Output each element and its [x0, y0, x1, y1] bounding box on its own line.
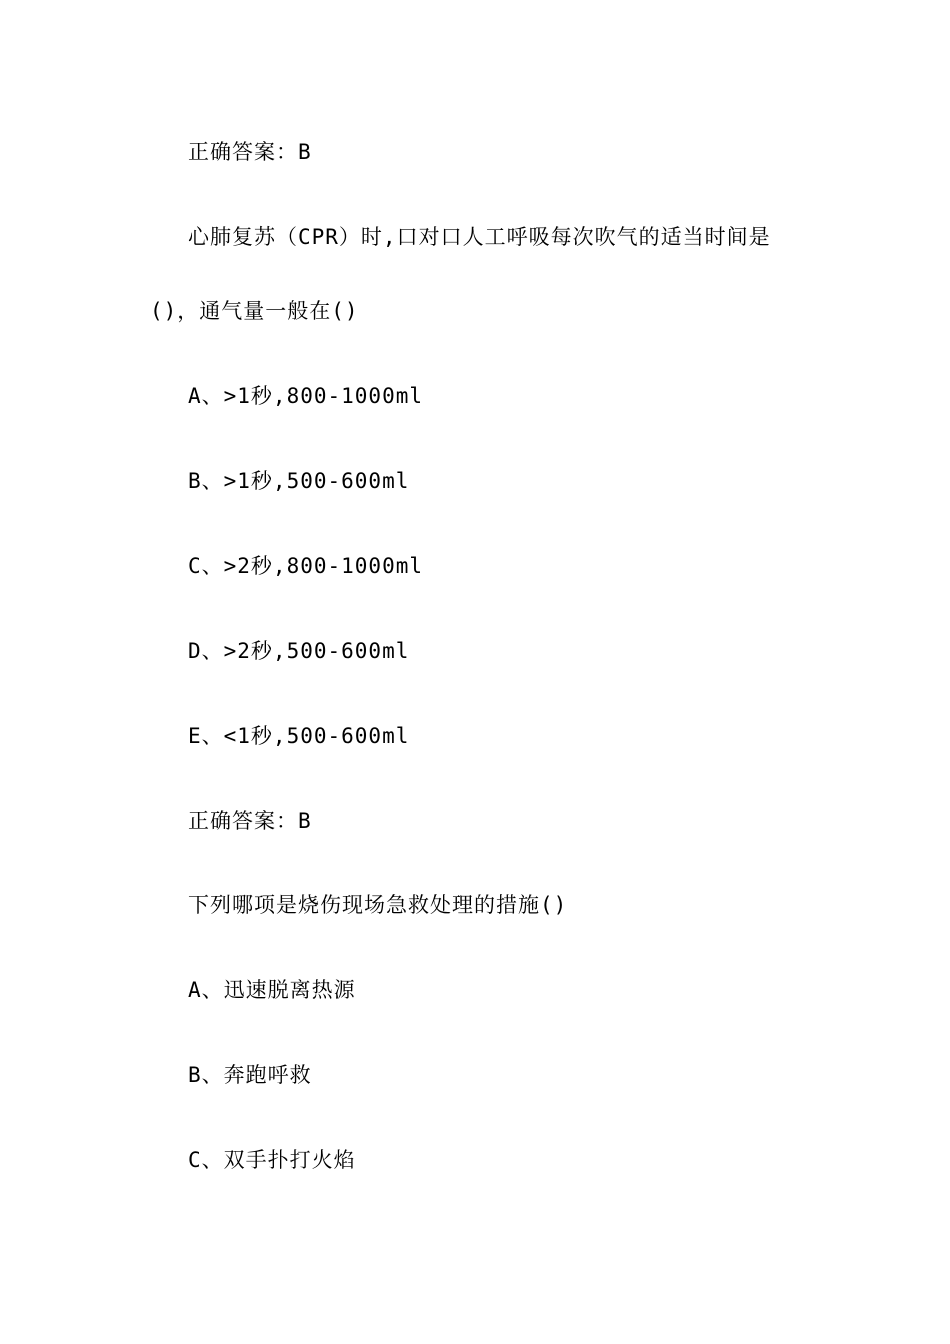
option-c: C、>2秒,800-1000ml — [188, 554, 424, 578]
question-text-line-1: 心肺复苏（CPR）时,口对口人工呼吸每次吹气的适当时间是 — [188, 225, 771, 249]
answer-line-2: 正确答案：B — [188, 809, 312, 833]
question-text-line-2: ()，通气量一般在() — [150, 299, 359, 323]
answer-line-1: 正确答案：B — [188, 140, 312, 164]
option-a: A、>1秒,800-1000ml — [188, 384, 424, 408]
question-2-option-c: C、双手扑打火焰 — [188, 1148, 356, 1172]
question-2-text: 下列哪项是烧伤现场急救处理的措施() — [188, 893, 568, 917]
option-d: D、>2秒,500-600ml — [188, 639, 410, 663]
question-2-option-b: B、奔跑呼救 — [188, 1063, 312, 1087]
option-b: B、>1秒,500-600ml — [188, 469, 410, 493]
question-2-option-a: A、迅速脱离热源 — [188, 978, 356, 1002]
option-e: E、<1秒,500-600ml — [188, 724, 410, 748]
